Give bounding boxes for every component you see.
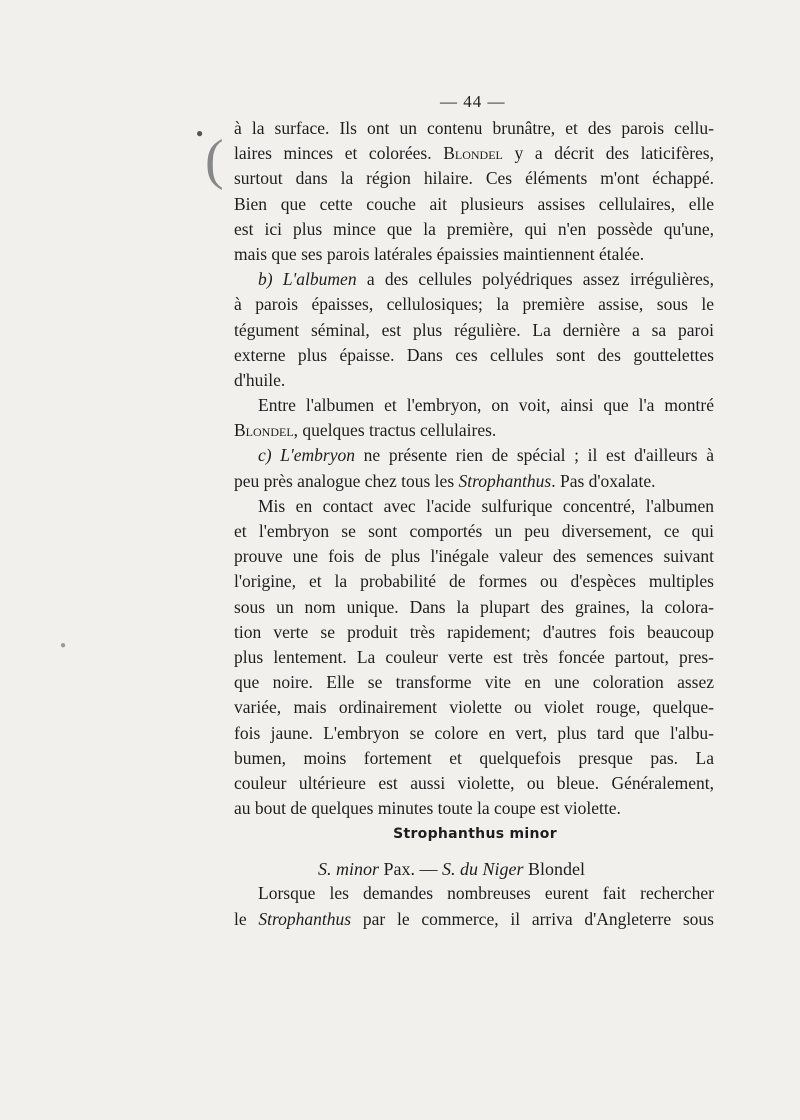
text-line: mais que ses parois latérales épaissies maintiennent étalée.: [234, 243, 645, 264]
text-line: variée, mais ordinairement violette ou violet rouge, quelque-: [234, 697, 714, 718]
text-line: à la surface. Ils ont un contenu brunâtre, et des parois cellu-: [234, 118, 714, 138]
text-line: est ici plus mince que la première, qui n'en possède qu'une,: [234, 218, 714, 239]
genus-name: Strophanthus: [458, 470, 552, 491]
text-line: à parois épaisses, cellulosiques; la première assise, sous le: [234, 294, 714, 315]
margin-dot-icon: ●: [196, 126, 204, 140]
margin-bracket-icon: (: [205, 129, 224, 191]
margin-dot-icon: ●: [60, 640, 67, 651]
text-line: l'origine, et la probabilité de formes ou d'espèces multiples: [234, 571, 714, 592]
text-line: Bien que cette couche ait plusieurs assises cellulaires, elle: [234, 193, 714, 214]
author-name: Blondel: [443, 143, 503, 164]
text-line: Entre l'albumen et l'embryon, on voit, ainsi que l'a montré: [258, 395, 714, 416]
text-line: et l'embryon se sont comportés un peu diversement, ce qui: [234, 521, 714, 541]
text-line: plus lentement. La couleur verte est très foncée partout, pres-: [234, 646, 714, 667]
text-line: laires minces et colorées. Blondel y a décrit des laticifères,: [234, 143, 714, 164]
text-line: Lorsque les demandes nombreuses eurent fait rechercher: [258, 883, 714, 903]
text-line: tégument séminal, est plus régulière. La dernière a sa paroi: [234, 319, 714, 340]
text-line: fois jaune. L'embryon se colore en vert, plus tard que l'albu-: [234, 722, 714, 743]
text-line: tion verte se produit très rapidement; d'autres fois beaucoup: [234, 621, 714, 642]
species-name: S. du Niger: [442, 859, 524, 879]
text-line: bumen, moins fortement et quelquefois presque pas. La: [234, 747, 714, 768]
body-text: [234, 116, 714, 821]
term-albumen: L'albumen: [282, 269, 357, 290]
text-line: surtout dans la région hilaire. Ces éléments m'ont échappé.: [234, 168, 714, 189]
page-number: — 44 —: [440, 92, 506, 111]
closing-text: [234, 880, 714, 932]
synonyms-line: S. minor Pax. — S. du Niger Blondel: [318, 859, 586, 879]
term-embryon: L'embryon: [280, 445, 355, 466]
text-line: Blondel, quelques tractus cellulaires.: [234, 420, 497, 441]
text-line: au bout de quelques minutes toute la coupe est violette.: [234, 798, 621, 819]
species-name: S. minor: [318, 859, 380, 879]
text-line: peu près analogue chez tous les Strophanthus. Pas d'oxalate.: [234, 470, 656, 491]
author-name: Blondel: [234, 420, 294, 441]
genus-name: Strophanthus: [258, 909, 352, 929]
text-line: sous un nom unique. Dans la plupart des graines, la colora-: [234, 596, 714, 617]
text-line: prouve une fois de plus l'inégale valeur des semences suivant: [234, 546, 714, 567]
text-line: d'huile.: [234, 369, 286, 390]
text-line: externe plus épaisse. Dans ces cellules sont des gouttelettes: [234, 344, 714, 365]
text-line: c) L'embryon ne présente rien de spécial ; il est d'ailleurs à: [258, 445, 714, 466]
text-line: b) L'albumen a des cellules polyédriques assez irrégulières,: [258, 269, 714, 290]
section-heading: Strophanthus minor: [393, 826, 557, 842]
text-line: le Strophanthus par le commerce, il arriva d'Angleterre sous: [234, 909, 714, 929]
text-line: Mis en contact avec l'acide sulfurique concentré, l'albumen: [258, 495, 714, 516]
text-line: que noire. Elle se transforme vite en une coloration assez: [234, 672, 714, 693]
text-line: couleur ultérieure est aussi violette, ou bleue. Généralement,: [234, 772, 714, 793]
